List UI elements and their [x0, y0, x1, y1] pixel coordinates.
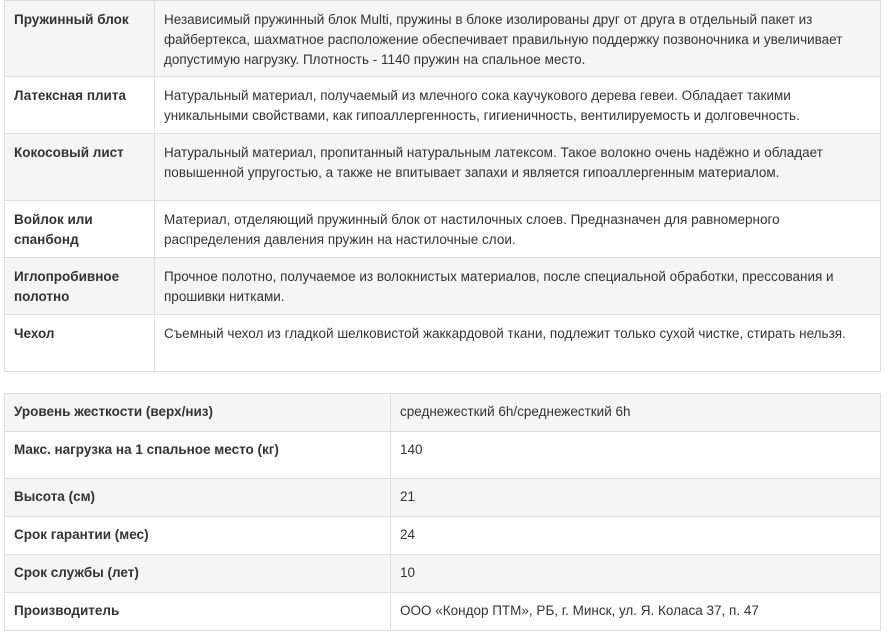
material-name: Иглопробивное полотно: [5, 258, 155, 315]
spec-value: ООО «Кондор ПТМ», РБ, г. Минск, ул. Я. Коласа 37, п. 47: [391, 593, 881, 631]
table-row: [5, 432, 881, 479]
material-name: Кокосовый лист: [5, 134, 155, 201]
table-row: [5, 201, 881, 258]
spec-value: 140: [391, 432, 881, 479]
material-description: Натуральный материал, пропитанный натуральным латексом. Такое волокно очень надёжно и обладает повышенной упругостью, а также не впитывает запахи и является гипоаллергенным материалом.: [155, 134, 881, 201]
table-row: [5, 258, 881, 315]
material-name: Войлок или спанбонд: [5, 201, 155, 258]
table-row: [5, 134, 881, 201]
spec-label: Уровень жесткости (верх/низ): [5, 394, 391, 432]
specs-table: [4, 393, 881, 631]
table-row: [5, 517, 881, 555]
table-row: [5, 77, 881, 134]
spec-label: Срок гарантии (мес): [5, 517, 391, 555]
spec-label: Срок службы (лет): [5, 555, 391, 593]
material-description: Прочное полотно, получаемое из волокнистых материалов, после специальной обработки, прессования и прошивки нитками.: [155, 258, 881, 315]
table-row: [5, 593, 881, 631]
spec-value: 24: [391, 517, 881, 555]
material-description: Независимый пружинный блок Multi, пружины в блоке изолированы друг от друга в отдельный пакет из файбертекса, шахматное расположение обеспечивает правильную поддержку позвоночника и увеличивает допустимую нагрузку. Плотность - 1140 пружин на спальное место.: [155, 1, 881, 77]
table-row: [5, 479, 881, 517]
material-name: Чехол: [5, 315, 155, 372]
spec-label: Макс. нагрузка на 1 спальное место (кг): [5, 432, 391, 479]
material-description: Материал, отделяющий пружинный блок от настилочных слоев. Предназначен для равномерного распределения давления пружин на настилочные слои.: [155, 201, 881, 258]
materials-table: [4, 0, 881, 372]
spec-value: 10: [391, 555, 881, 593]
spec-value: среднежесткий 6h/среднежесткий 6h: [391, 394, 881, 432]
material-description: Съемный чехол из гладкой шелковистой жаккардовой ткани, подлежит только сухой чистке, стирать нельзя.: [155, 315, 881, 372]
material-name: Пружинный блок: [5, 1, 155, 77]
spec-label: Высота (см): [5, 479, 391, 517]
spec-value: 21: [391, 479, 881, 517]
material-description: Натуральный материал, получаемый из млечного сока каучукового дерева гевеи. Обладает такими уникальными свойствами, как гипоаллергенность, гигиеничность, вентилируемость и долговечность.: [155, 77, 881, 134]
table-row: [5, 394, 881, 432]
table-row: [5, 555, 881, 593]
material-name: Латексная плита: [5, 77, 155, 134]
spec-label: Производитель: [5, 593, 391, 631]
table-row: [5, 315, 881, 372]
table-row: [5, 1, 881, 77]
